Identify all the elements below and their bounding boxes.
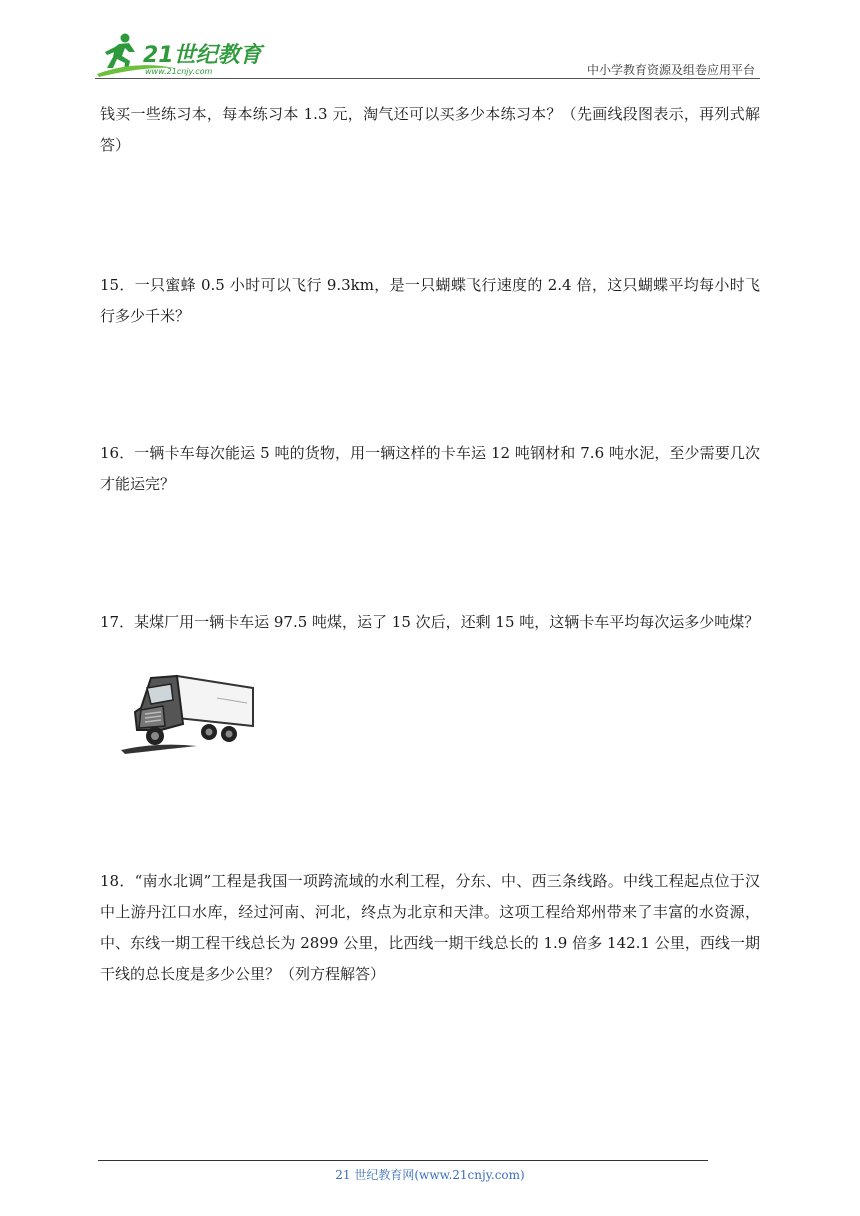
svg-text:21世纪教育: 21世纪教育 bbox=[143, 43, 262, 68]
platform-tagline: 中小学教育资源及组卷应用平台 bbox=[586, 63, 755, 77]
problem-17: 17．某煤厂用一辆卡车运 97.5 吨煤，运了 15 次后，还剩 15 吨，这辆卡车平均每次运多少吨煤？ bbox=[100, 613, 760, 631]
problem-16: 16．一辆卡车每次能运 5 吨的货物，用一辆这样的卡车运 12 吨钢材和 7.6 吨水泥，至少需要几次才能运完？ bbox=[100, 444, 760, 493]
problem-15: 15．一只蜜蜂 0.5 小时可以飞行 9.3km，是一只蝴蝶飞行速度的 2.4 倍，这只蝴蝶平均每小时飞行多少千米？ bbox=[100, 276, 760, 325]
site-logo bbox=[95, 30, 265, 80]
truck-illustration bbox=[117, 668, 257, 758]
header-divider bbox=[95, 78, 760, 79]
footer-divider bbox=[98, 1160, 708, 1161]
svg-text:www.21cnjy.com: www.21cnjy.com bbox=[145, 67, 213, 76]
footer-link[interactable]: 21 世纪教育网(www.21cnjy.com) bbox=[335, 1168, 525, 1182]
page-header bbox=[95, 30, 760, 82]
problem-14-continued: 钱买一些练习本，每本练习本 1.3 元，淘气还可以买多少本练习本？（先画线段图表示，再列式解答） bbox=[100, 105, 760, 154]
problem-18: 18．“南水北调”工程是我国一项跨流域的水利工程，分东、中、西三条线路。中线工程起点位于汉中上游丹江口水库，经过河南、河北，终点为北京和天津。这项工程给郑州带来了丰富的水资源，中、东线一期工程干线总长为 2899 公里，比西线一期干线总长的 1.9 倍多 142.1 公里，西线一期干线的总长度是多少公里？（列方程解答） bbox=[100, 872, 760, 983]
